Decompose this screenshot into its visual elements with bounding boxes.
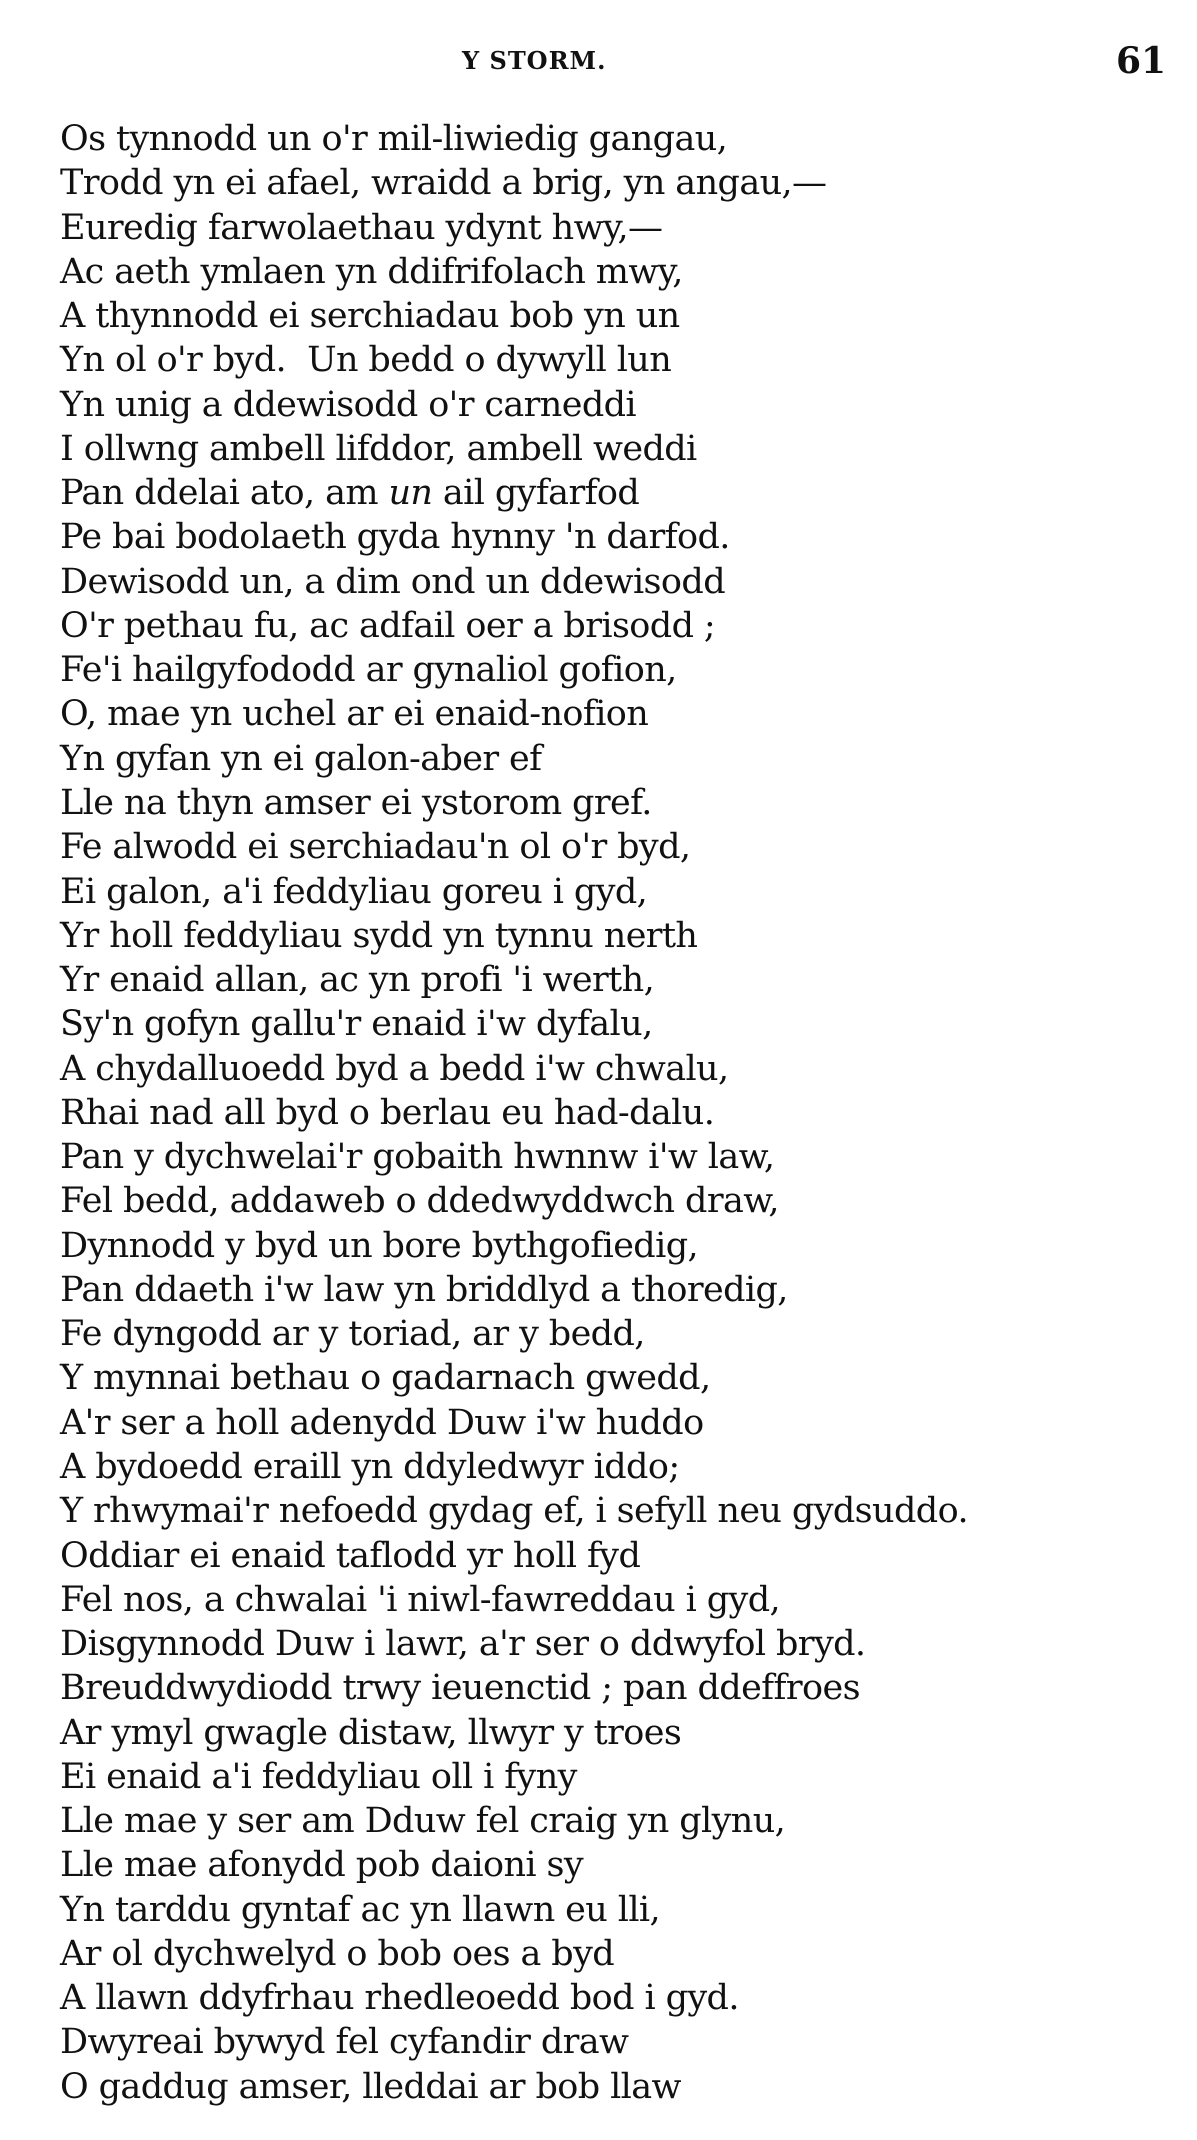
poem-line: A'r ser a holl adenydd Duw i'w huddo	[60, 1402, 704, 1443]
poem-line: Pan y dychwelai'r gobaith hwnnw i'w law,	[60, 1137, 775, 1178]
poem-line: Ar ymyl gwagle distaw, llwyr y troes	[60, 1712, 682, 1753]
poem-line: I ollwng ambell lifddor, ambell weddi	[60, 428, 697, 469]
poem-line: Trodd yn ei afael, wraidd a brig, yn angau,—	[60, 163, 827, 204]
poem-line: Pe bai bodolaeth gyda hynny 'n darfod.	[60, 517, 730, 558]
poem-text	[60, 117, 1180, 2109]
poem-line: Rhai nad all byd o berlau eu had-dalu.	[60, 1092, 715, 1133]
poem-line: Yn ol o'r byd. Un bedd o dywyll lun	[60, 340, 672, 381]
poem-line: Breuddwydiodd trwy ieuenctid ; pan ddeffroes	[60, 1668, 860, 1709]
poem-line: Fe'i hailgyfododd ar gynaliol gofion,	[60, 650, 677, 691]
poem-line: A chydalluoedd byd a bedd i'w chwalu,	[60, 1048, 729, 1089]
poem-line: O, mae yn uchel ar ei enaid-nofion	[60, 694, 649, 735]
poem-line: Yn gyfan yn ei galon-aber ef	[60, 738, 542, 779]
poem-line: Pan ddaeth i'w law yn briddlyd a thoredig,	[60, 1269, 788, 1310]
poem-line: Lle mae afonydd pob daioni sy	[60, 1845, 584, 1886]
poem-line: Ei galon, a'i feddyliau goreu i gyd,	[60, 871, 648, 912]
poem-line: A bydoedd eraill yn ddyledwyr iddo;	[60, 1446, 680, 1487]
poem-line: Y mynnai bethau o gadarnach gwedd,	[60, 1358, 711, 1399]
poem-line: Os tynnodd un o'r mil-liwiedig gangau,	[60, 119, 728, 159]
poem-line: Euredig farwolaethau ydynt hwy,—	[60, 207, 663, 248]
poem-line: Disgynnodd Duw i lawr, a'r ser o ddwyfol bryd.	[60, 1624, 866, 1665]
poem-line-emphasis: un	[388, 473, 433, 514]
poem-line: Dynnodd y byd un bore bythgofiedig,	[60, 1225, 699, 1266]
poem-line-segment: ail gyfarfod	[432, 473, 640, 514]
page-number: 61	[1116, 40, 1167, 82]
poem-line-segment: Pan ddelai ato, am	[60, 473, 389, 514]
poem-line: Oddiar ei enaid taflodd yr holl fyd	[60, 1535, 641, 1576]
poem-line: O'r pethau fu, ac adfail oer a brisodd ;	[60, 605, 716, 646]
poem-line: Fe dyngodd ar y toriad, ar y bedd,	[60, 1314, 645, 1355]
poem-line	[60, 471, 1180, 515]
poem-line: Yn unig a ddewisodd o'r carneddi	[60, 384, 637, 425]
poem-line: Ac aeth ymlaen yn ddifrifolach mwy,	[60, 251, 683, 292]
poem-line: Yr enaid allan, ac yn profi 'i werth,	[60, 960, 655, 1001]
poem-line: Fel nos, a chwalai 'i niwl-fawreddau i gyd,	[60, 1579, 781, 1620]
poem-line: Fe alwodd ei serchiadau'n ol o'r byd,	[60, 827, 691, 868]
poem-line: Yn tarddu gyntaf ac yn llawn eu lli,	[60, 1889, 661, 1930]
poem-line: A llawn ddyfrhau rhedleoedd bod i gyd.	[60, 1978, 739, 2019]
poem-line: Sy'n gofyn gallu'r enaid i'w dyfalu,	[60, 1004, 653, 1045]
poem-line: O gaddug amser, lleddai ar bob llaw	[60, 2066, 681, 2107]
poem-line: Yr holl feddyliau sydd yn tynnu nerth	[60, 915, 698, 956]
poem-line: Dwyreai bywyd fel cyfandir draw	[60, 2022, 629, 2063]
poem-line: Lle na thyn amser ei ystorom gref.	[60, 782, 652, 823]
poem-line: Fel bedd, addaweb o ddedwyddwch draw,	[60, 1181, 779, 1222]
poem-line: Ar ol dychwelyd o bob oes a byd	[60, 1933, 615, 1974]
poem-line: Dewisodd un, a dim ond un ddewisodd	[60, 561, 726, 602]
poem-line: A thynnodd ei serchiadau bob yn un	[60, 296, 680, 337]
poem-line: Ei enaid a'i feddyliau oll i fyny	[60, 1756, 577, 1797]
running-title: Y STORM.	[462, 46, 607, 75]
poem-line: Y rhwymai'r nefoedd gydag ef, i sefyll neu gydsuddo.	[60, 1491, 968, 1532]
running-head	[0, 40, 1197, 80]
poem-line: Lle mae y ser am Dduw fel craig yn glynu,	[60, 1801, 786, 1842]
